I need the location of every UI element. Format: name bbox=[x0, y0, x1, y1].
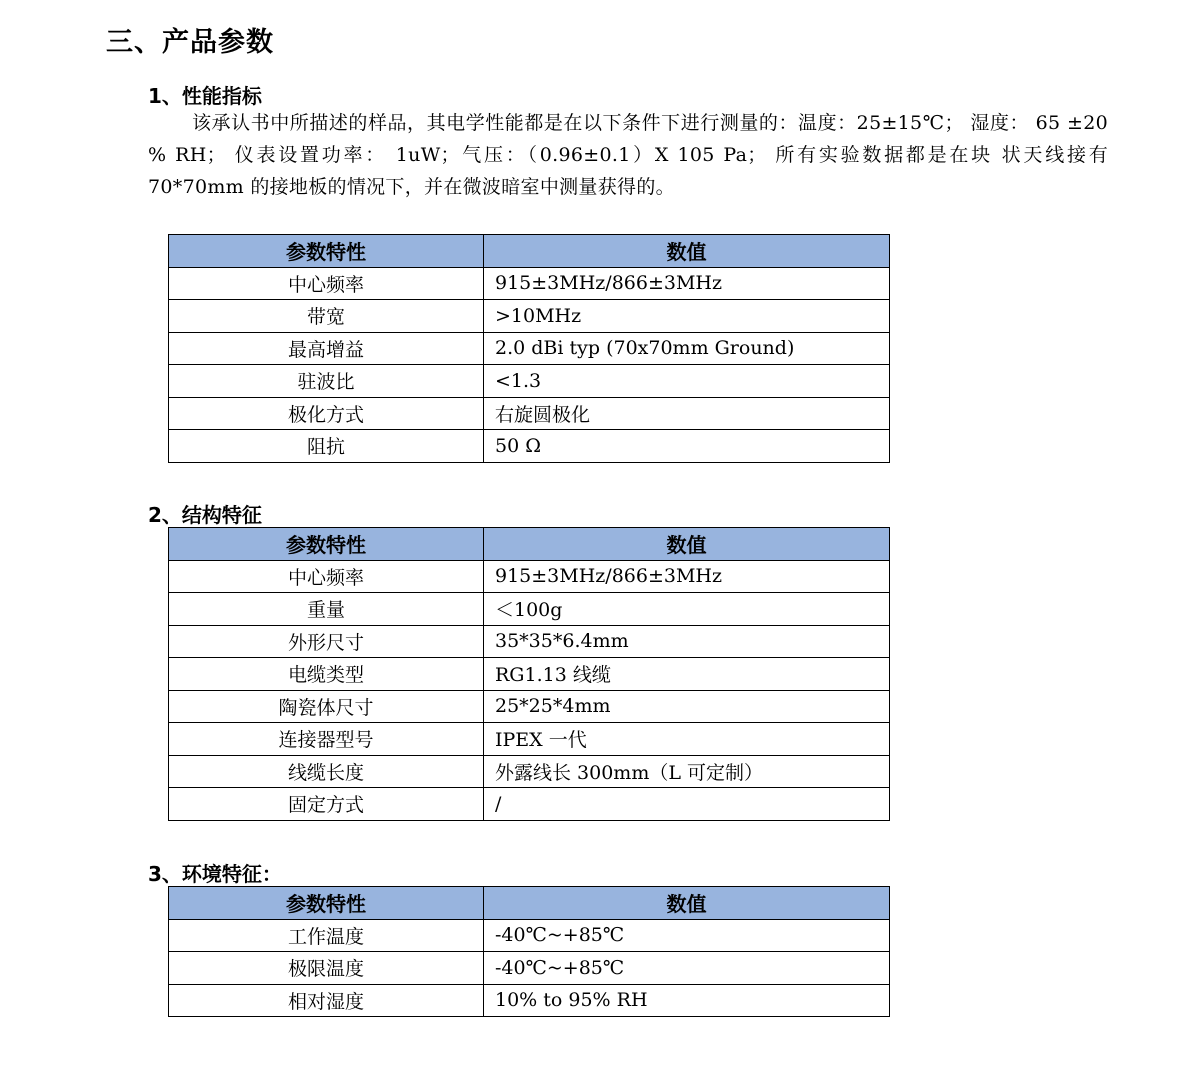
header-value: 数值 bbox=[484, 528, 890, 561]
value-cell: -40℃~+85℃ bbox=[484, 952, 890, 985]
param-cell: 重量 bbox=[169, 593, 484, 626]
header-value: 数值 bbox=[484, 887, 890, 920]
table-row bbox=[169, 952, 890, 985]
environment-table bbox=[168, 886, 890, 1017]
table-row bbox=[169, 690, 890, 723]
table-row bbox=[169, 658, 890, 691]
value-cell: <1.3 bbox=[484, 365, 890, 398]
param-cell: 中心频率 bbox=[169, 267, 484, 300]
value-cell: / bbox=[484, 788, 890, 821]
table-row bbox=[169, 723, 890, 756]
param-cell: 最高增益 bbox=[169, 332, 484, 365]
param-cell: 线缆长度 bbox=[169, 755, 484, 788]
table-header-row bbox=[169, 528, 890, 561]
header-param: 参数特性 bbox=[169, 887, 484, 920]
table-row bbox=[169, 332, 890, 365]
value-cell: 35*35*6.4mm bbox=[484, 625, 890, 658]
environment-heading: 3、环境特征： bbox=[148, 862, 282, 886]
section-title: 三、产品参数 bbox=[106, 27, 274, 58]
param-cell: 极化方式 bbox=[169, 397, 484, 430]
value-cell: 25*25*4mm bbox=[484, 690, 890, 723]
table-row bbox=[169, 625, 890, 658]
table-row bbox=[169, 560, 890, 593]
value-cell: 2.0 dBi typ (70x70mm Ground) bbox=[484, 332, 890, 365]
table-row bbox=[169, 984, 890, 1017]
performance-paragraph: 该承认书中所描述的样品，其电学性能都是在以下条件下进行测量的：温度：25±15℃； 湿度： 65 ±20 % RH； 仪表设置功率： 1uW；气压：（0.96±0.1）X 105 Pa； 所有实验数据都是在块 状天线接有 70*70mm 的接地板的情况下，并在微波暗室中测量获得的。 bbox=[148, 112, 1108, 198]
value-cell: 右旋圆极化 bbox=[484, 397, 890, 430]
value-cell: >10MHz bbox=[484, 300, 890, 333]
structure-heading: 2、结构特征 bbox=[148, 503, 262, 527]
param-cell: 固定方式 bbox=[169, 788, 484, 821]
performance-table bbox=[168, 234, 890, 463]
table-row bbox=[169, 397, 890, 430]
table-header-row bbox=[169, 887, 890, 920]
param-cell: 带宽 bbox=[169, 300, 484, 333]
param-cell: 连接器型号 bbox=[169, 723, 484, 756]
header-value: 数值 bbox=[484, 235, 890, 268]
table-row bbox=[169, 755, 890, 788]
value-cell: 50 Ω bbox=[484, 430, 890, 463]
value-cell: -40℃~+85℃ bbox=[484, 919, 890, 952]
param-cell: 驻波比 bbox=[169, 365, 484, 398]
value-cell: 915±3MHz/866±3MHz bbox=[484, 267, 890, 300]
param-cell: 外形尺寸 bbox=[169, 625, 484, 658]
table-row bbox=[169, 788, 890, 821]
param-cell: 极限温度 bbox=[169, 952, 484, 985]
param-cell: 电缆类型 bbox=[169, 658, 484, 691]
structure-table bbox=[168, 527, 890, 821]
value-cell: ＜100g bbox=[484, 593, 890, 626]
value-cell: 外露线长 300mm（L 可定制） bbox=[484, 755, 890, 788]
table-row bbox=[169, 300, 890, 333]
value-cell: RG1.13 线缆 bbox=[484, 658, 890, 691]
value-cell: 915±3MHz/866±3MHz bbox=[484, 560, 890, 593]
table-row bbox=[169, 430, 890, 463]
header-param: 参数特性 bbox=[169, 235, 484, 268]
header-param: 参数特性 bbox=[169, 528, 484, 561]
table-row bbox=[169, 593, 890, 626]
performance-heading: 1、性能指标 bbox=[148, 84, 262, 108]
table-header-row bbox=[169, 235, 890, 268]
table-row bbox=[169, 365, 890, 398]
param-cell: 工作温度 bbox=[169, 919, 484, 952]
param-cell: 相对湿度 bbox=[169, 984, 484, 1017]
param-cell: 陶瓷体尺寸 bbox=[169, 690, 484, 723]
param-cell: 阻抗 bbox=[169, 430, 484, 463]
value-cell: IPEX 一代 bbox=[484, 723, 890, 756]
table-row bbox=[169, 267, 890, 300]
table-row bbox=[169, 919, 890, 952]
param-cell: 中心频率 bbox=[169, 560, 484, 593]
value-cell: 10% to 95% RH bbox=[484, 984, 890, 1017]
